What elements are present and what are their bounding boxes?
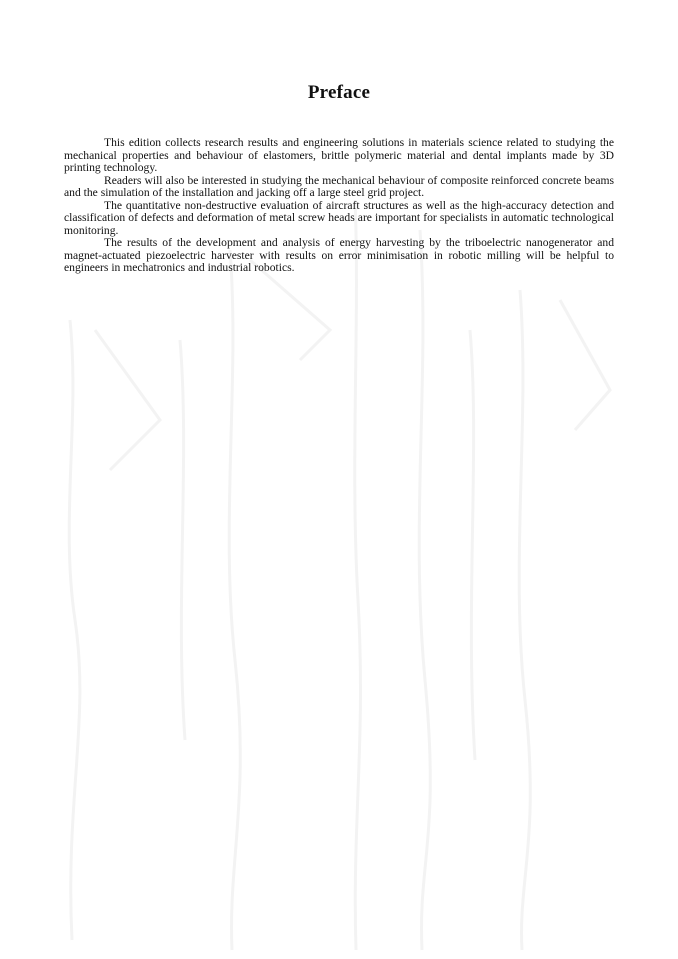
page-title: Preface	[307, 82, 371, 103]
preface-body	[64, 137, 614, 275]
watermark-stroke-9	[180, 340, 185, 740]
watermark-stroke-8	[560, 300, 610, 430]
watermark-stroke-10	[470, 330, 475, 760]
watermark-stroke-5	[355, 200, 361, 950]
preface-paragraph-2: Readers will also be interested in studying the mechanical behaviour of composite reinforced concrete beams and the simulation of the installation and jacking off a large steel grid project.	[64, 173, 614, 199]
watermark-stroke-6	[419, 230, 430, 950]
watermark-stroke-7	[519, 290, 530, 950]
preface-paragraph-3: The quantitative non-destructive evaluation of aircraft structures as well as the high-accuracy detection and classification of defects and deformation of metal screw heads are important for specialists in automatic technological monitoring.	[64, 198, 614, 237]
watermark-stroke-2	[95, 330, 160, 470]
preface-paragraph-1: This edition collects research results and engineering solutions in materials science related to studying the mechanical properties and behaviour of elastomers, brittle polymeric material and dental implants made by 3D printing technology.	[64, 136, 614, 174]
preface-paragraph-4: The results of the development and analysis of energy harvesting by the triboelectric nanogenerator and magnet-actuated piezoelectric harvester with results on error minimisation in robotic milling will be helpful to engineers in mechatronics and industrial robotics.	[64, 236, 614, 274]
watermark-stroke-4	[250, 260, 330, 360]
watermark-stroke-3	[229, 250, 240, 950]
watermark-stroke-1	[69, 320, 80, 940]
